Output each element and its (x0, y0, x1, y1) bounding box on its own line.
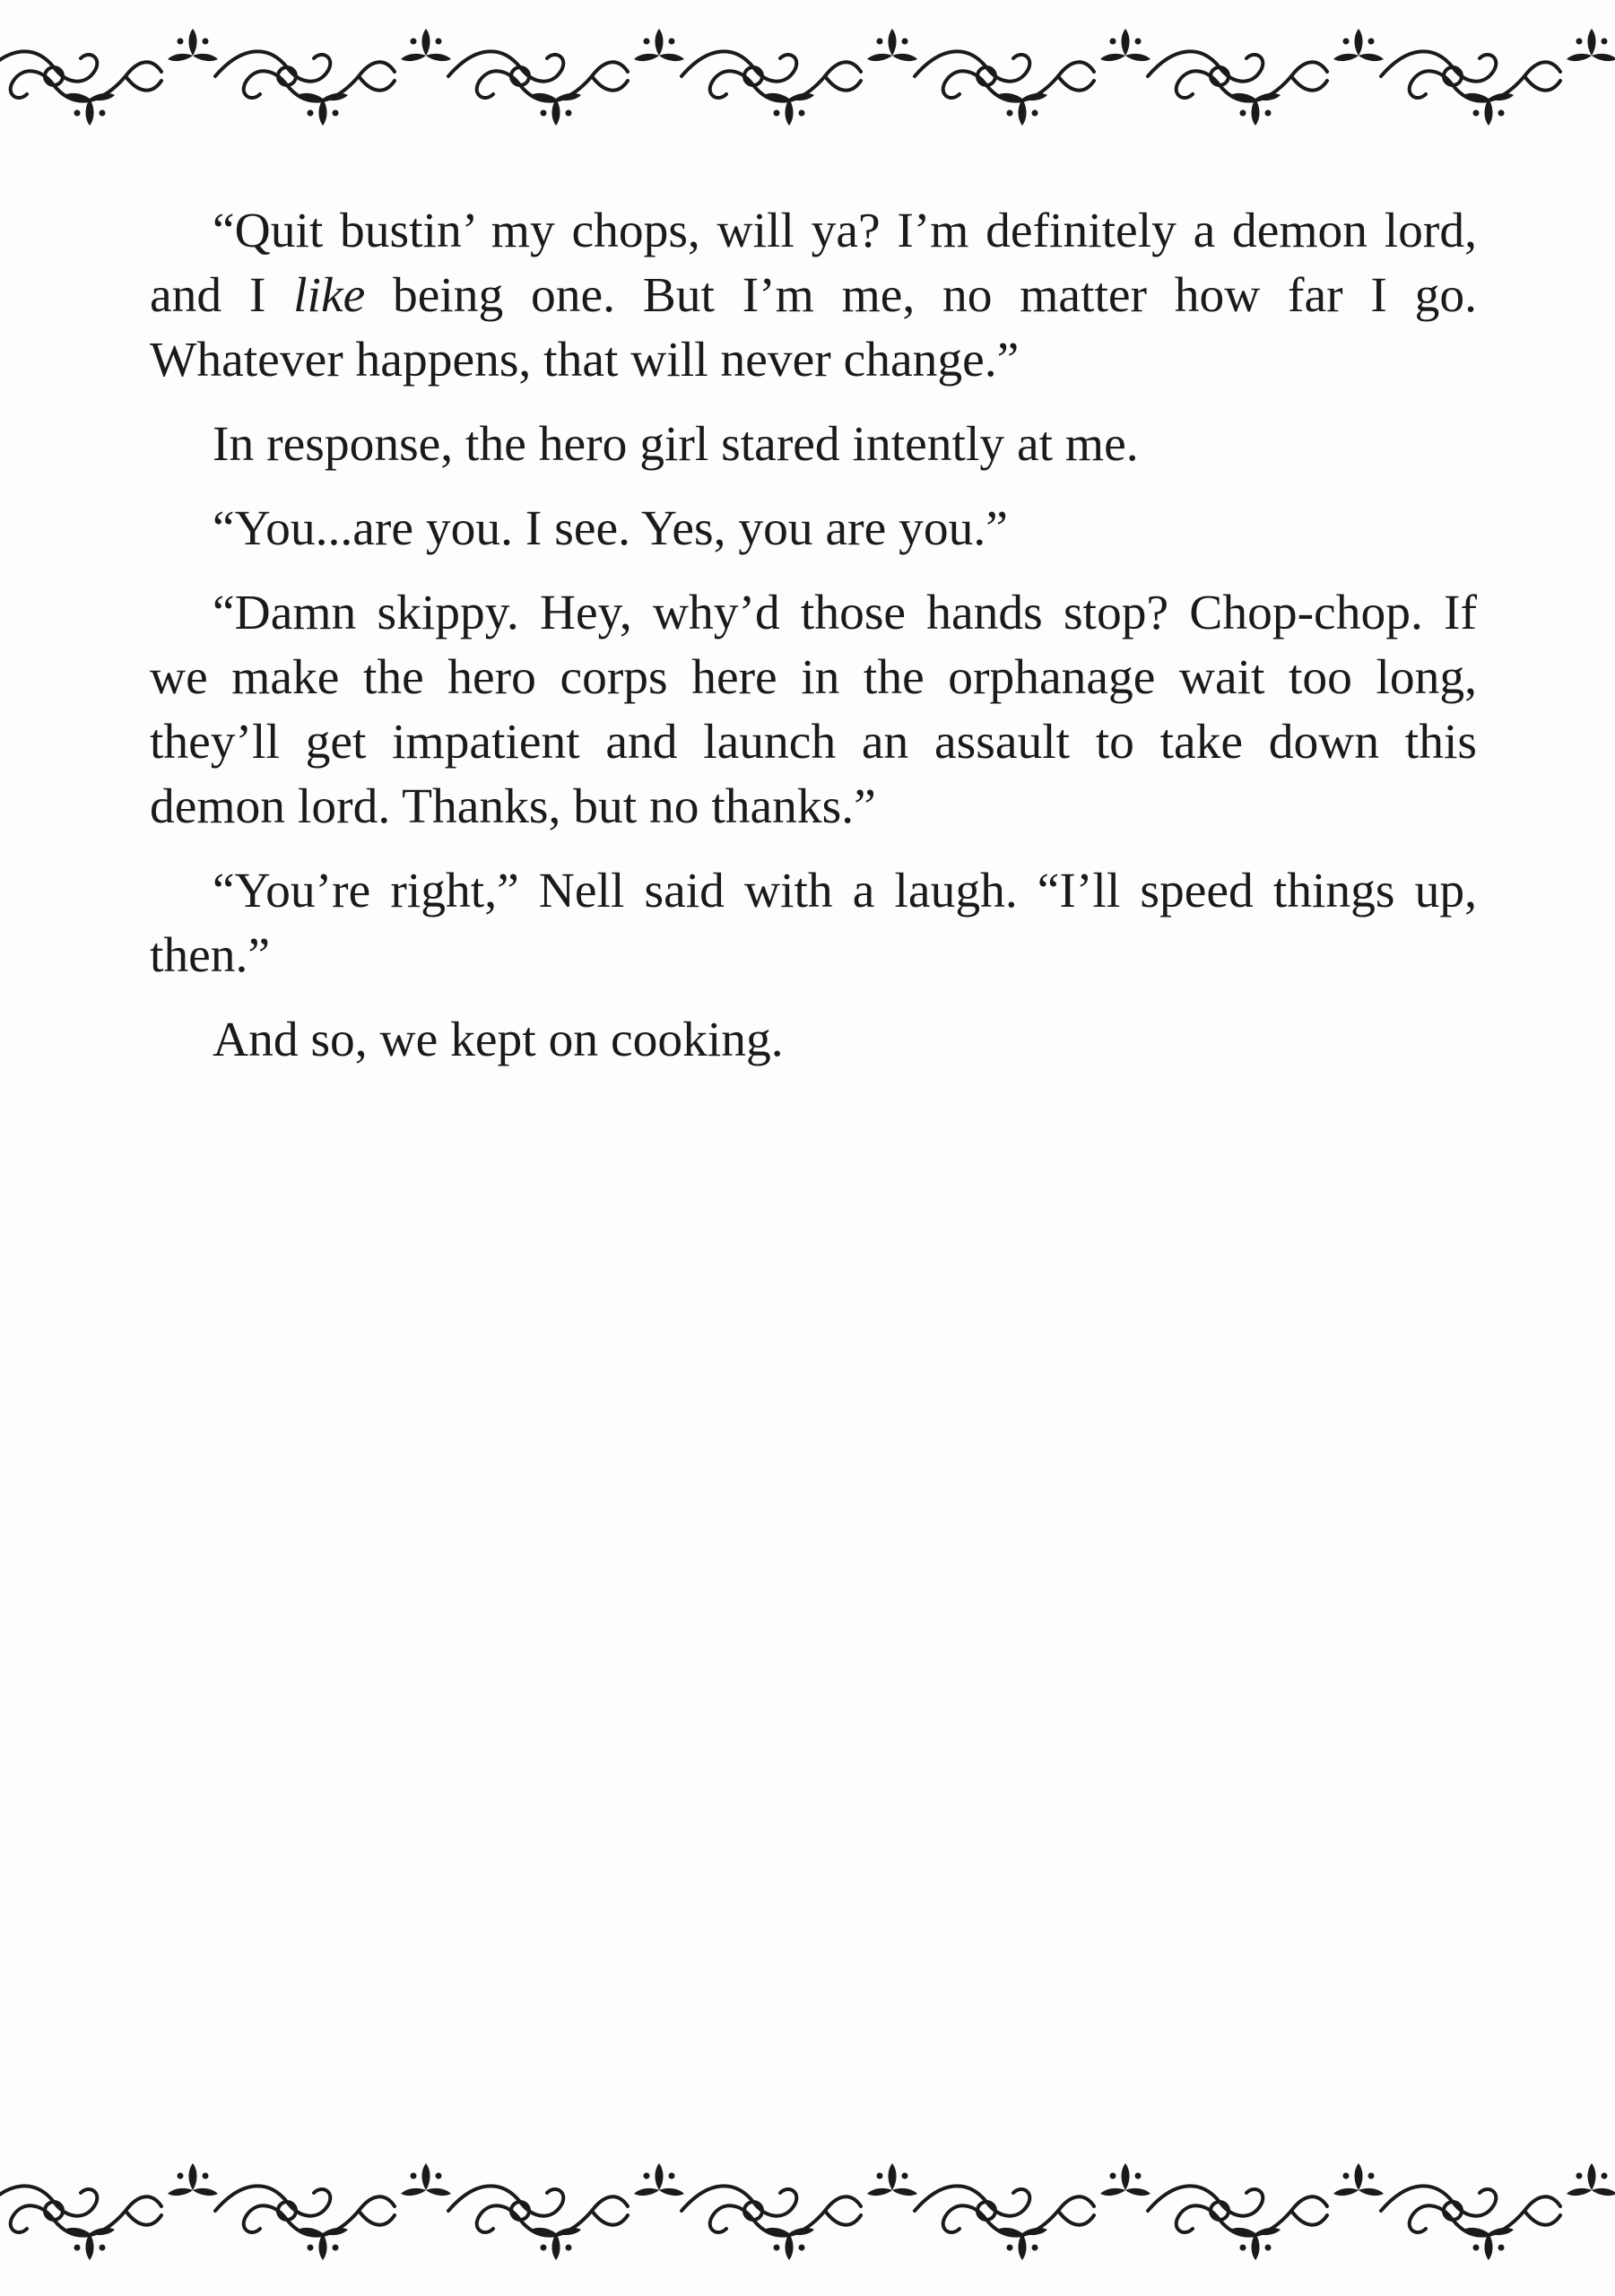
paragraph-5: “You’re right,” Nell said with a laugh. “I’ll speed things up, then.” (150, 864, 1477, 983)
bottom-ornamental-border-icon (0, 2152, 1615, 2269)
paragraph-2: In response, the hero girl stared intently at me. (213, 417, 1139, 472)
paragraph-4: “Damn skippy. Hey, why’d those hands stop? Chop-chop. If we make the hero corps here in the orphanage wait too long, they’ll get impatient and launch an assault to take down this demon lord. Thanks, but no thanks.” (150, 586, 1477, 834)
paragraph-6: And so, we kept on cooking. (213, 1013, 784, 1067)
body-text (150, 199, 1477, 1092)
top-ornamental-border-icon (0, 18, 1615, 135)
emphasis-like: like (293, 268, 366, 323)
paragraph-3: “You...are you. I see. Yes, you are you.” (213, 501, 1008, 556)
paragraph-1: “Quit bustin’ my chops, will ya? I’m definitely a demon lord, and I like being one. But I’m me, no matter how far I go. Whatever happens, that will never change.” (150, 204, 1477, 387)
